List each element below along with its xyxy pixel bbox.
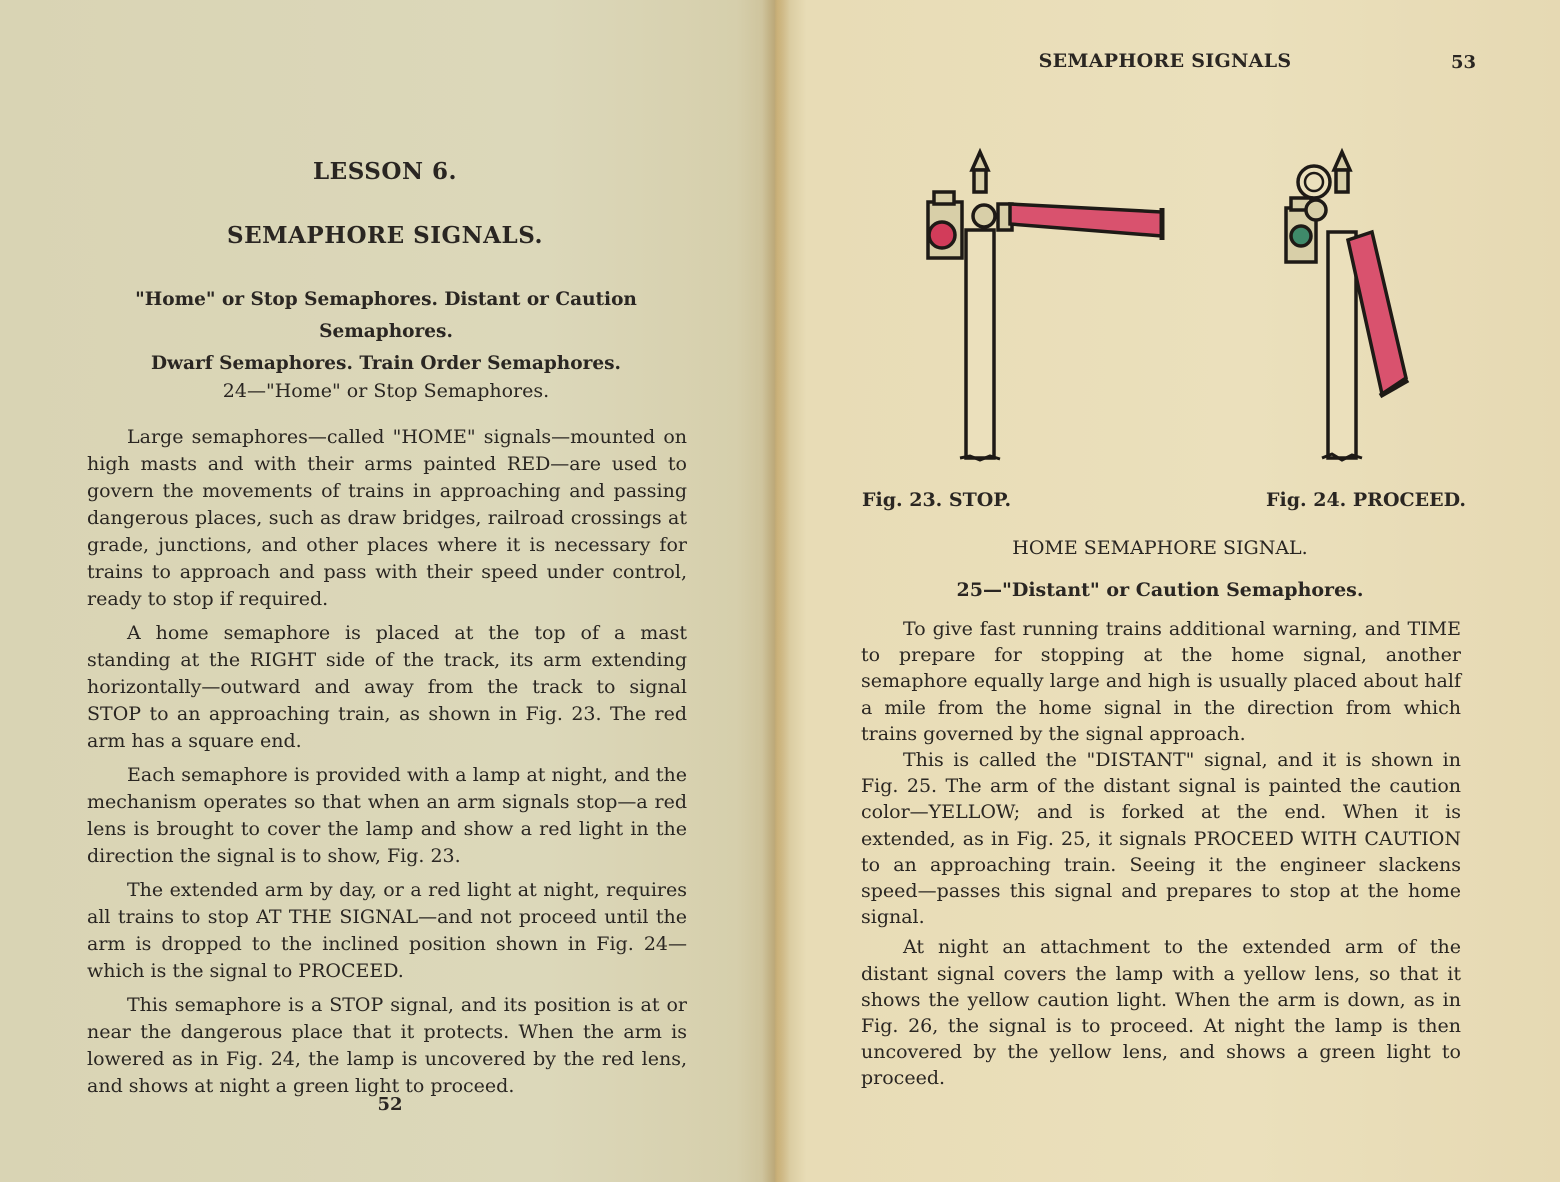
paragraph: This semaphore is a STOP signal, and its position is at or near the dangerous place that it protects. When the arm is lowered as in Fig. 24, the lamp is uncovered by the red lens, and shows at night a green light to proceed. <box>87 994 687 1097</box>
running-head: SEMAPHORE SIGNALS <box>1038 50 1292 72</box>
paragraph: Each semaphore is provided with a lamp at night, and the mechanism operates so that when an arm signals stop—a red lens is brought to cover the lamp and show a red light in the direction the signal is to show, Fig. 23. <box>87 764 687 867</box>
fig-24-spectacle-ring-inner <box>1305 173 1323 191</box>
subheading-24: 24—"Home" or Stop Semaphores. <box>222 380 550 402</box>
topics-line-1: "Home" or Stop Semaphores. Distant or Caution Semaphores. <box>135 289 637 342</box>
paragraph: A home semaphore is placed at the top of a mast standing at the RIGHT side of the track, its arm extending horizontally—outward and away from the track to signal STOP to an approaching train, as shown in Fig. 23. The red arm has a square end. <box>87 622 687 752</box>
left-page <box>0 0 775 1182</box>
fig-24-pivot <box>1306 200 1326 220</box>
page-number-right: 53 <box>1450 52 1476 73</box>
paragraph: At night an attachment to the extended arm of the distant signal covers the lamp with a yellow lens, so that it shows the yellow caution light. When the arm is down, as in Fig. 26, the signal is to proceed. At night the lamp is then uncovered by the yellow lens, and shows a green light to proceed. <box>861 936 1461 1090</box>
figure-24-caption: Fig. 24. PROCEED. <box>1266 489 1467 511</box>
lesson-title: LESSON 6. <box>313 158 457 185</box>
book-gutter <box>762 0 790 1182</box>
fig-23-red-lens <box>929 222 955 248</box>
topics-line-2: Dwarf Semaphores. Train Order Semaphores. <box>151 353 621 374</box>
subheading-25: 25—"Distant" or Caution Semaphores. <box>956 579 1364 601</box>
fig-24-mast <box>1328 232 1356 458</box>
topics-list <box>84 284 688 380</box>
paragraph: The extended arm by day, or a red light at night, requires all trains to stop AT THE SIGNAL—and not proceed until the arm is dropped to the inclined position shown in Fig. 24—which is the signal to PROCEED. <box>87 879 687 982</box>
figure-23-caption: Fig. 23. STOP. <box>862 489 1012 511</box>
right-body-text <box>861 616 1461 1092</box>
fig-23-red-arm <box>1010 204 1162 236</box>
left-body-text <box>87 424 687 1107</box>
paragraph: To give fast running trains additional warning, and TIME to prepare for stopping at the home signal, another semaphore equally large and high is usually placed about half a mile from the home signal in the direction from which trains governed by the signal approach. <box>861 618 1461 745</box>
fig-23-pivot <box>973 205 995 227</box>
fig-23-lamp-top <box>934 192 954 204</box>
fig-23-finial <box>972 152 988 170</box>
paragraph: This is called the "DISTANT" signal, and it is shown in Fig. 25. The arm of the distant signal is painted the caution color—YELLOW; and is forked at the end. When it is extended, as in Fig. 25, it signals PROCEED WITH CAUTION to an approaching train. Seeing it the engineer slackens speed—passes this signal and prepares to stop at the home signal. <box>861 749 1461 929</box>
page-number-left: 52 <box>377 1094 403 1115</box>
fig-24-finial <box>1334 152 1350 170</box>
fig-24-green-lens <box>1291 226 1311 246</box>
fig-23-mast <box>966 230 994 458</box>
fig-24-proceed-semaphore <box>1286 152 1408 460</box>
paragraph: Large semaphores—called "HOME" signals—mounted on high masts and with their arms painted RED—are used to govern the movements of trains in approaching and passing dangerous places, such as draw bridges, railroad crossings at grade, junctions, and other places where it is necessary for trains to approach and pass with their speed under control, ready to stop if required. <box>87 426 687 610</box>
fig-23-stop-semaphore <box>928 152 1162 460</box>
figure-title: HOME SEMAPHORE SIGNAL. <box>1012 537 1308 559</box>
section-title: SEMAPHORE SIGNALS. <box>226 222 543 249</box>
fig-23-finial-neck <box>974 170 986 192</box>
semaphore-illustrations <box>900 140 1420 470</box>
fig-24-finial-neck <box>1336 170 1348 192</box>
